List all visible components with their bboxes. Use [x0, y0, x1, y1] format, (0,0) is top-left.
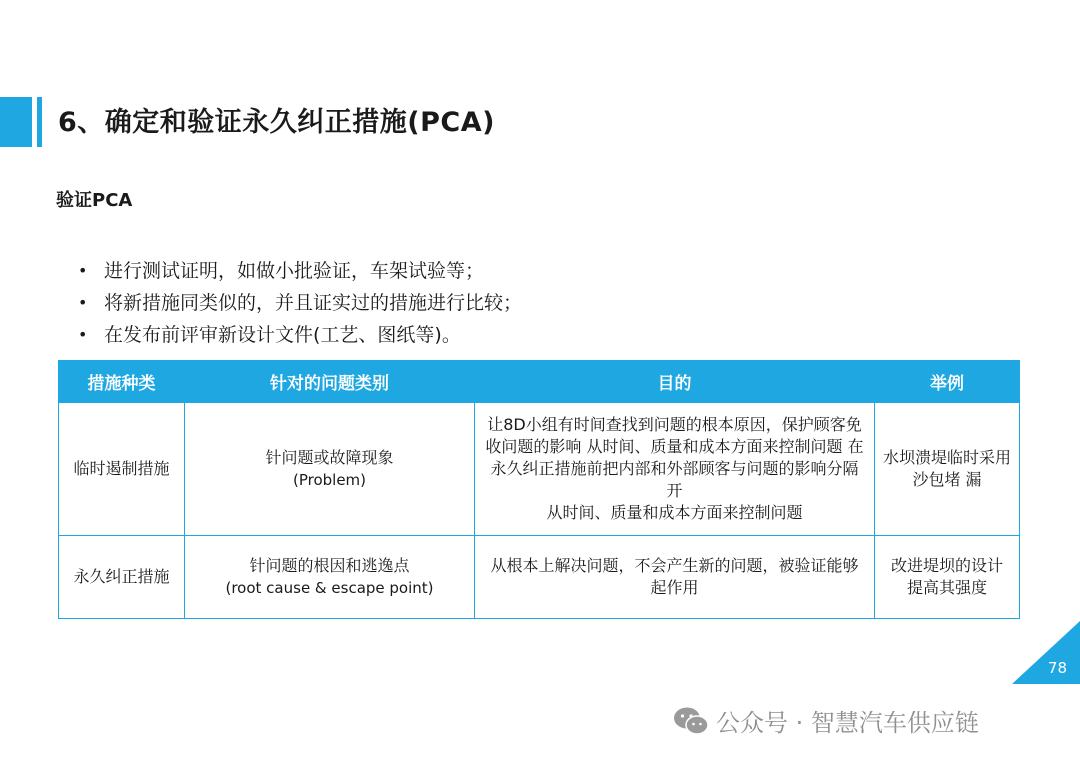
title-accent-line [37, 97, 42, 147]
bullet-list [78, 255, 522, 351]
problem-english: (Problem) [292, 471, 367, 489]
cell-example: 水坝溃堤临时采用沙包堵 漏 [875, 403, 1020, 536]
bullet-dot-icon: • [78, 293, 88, 312]
section-subtitle: 验证PCA [56, 190, 133, 211]
page-number: 78 [1047, 659, 1067, 677]
cell-purpose: 从根本上解决问题，不会产生新的问题，被验证能够起作用 [475, 536, 875, 619]
problem-text: 针问题的根因和逃逸点 [249, 556, 410, 575]
bullet-dot-icon: • [78, 261, 88, 280]
column-header-problem: 针对的问题类别 [185, 361, 475, 403]
column-header-purpose: 目的 [475, 361, 875, 403]
measures-table [58, 360, 1020, 619]
list-item [78, 255, 522, 287]
list-item [78, 287, 522, 319]
watermark [672, 703, 979, 738]
cell-example: 改进堤坝的设计 提高其强度 [875, 536, 1020, 619]
bullet-text: 在发布前评审新设计文件(工艺、图纸等)。 [104, 324, 461, 346]
purpose-text-secondary: 从时间、质量和成本方面来控制问题 [546, 503, 803, 522]
bullet-dot-icon: • [78, 325, 88, 344]
wechat-icon [672, 706, 710, 736]
cell-problem [185, 536, 475, 619]
problem-text: 针问题或故障现象 [265, 448, 394, 467]
page-title: 6、确定和验证永久纠正措施(PCA) [58, 107, 495, 138]
table-header-row [59, 361, 1020, 403]
table-row [59, 536, 1020, 619]
cell-problem [185, 403, 475, 536]
table-row [59, 403, 1020, 536]
bullet-text: 将新措施同类似的，并且证实过的措施进行比较； [104, 292, 523, 314]
purpose-text: 让8D小组有时间查找到问题的根本原因，保护顾客免收问题的影响 从时间、质量和成本方面来控制问题 在永久纠正措施前把内部和外部顾客与问题的影响分隔开 [485, 415, 864, 500]
title-accent-block [0, 97, 32, 147]
cell-type: 临时遏制措施 [59, 403, 185, 536]
cell-purpose [475, 403, 875, 536]
page-corner-triangle [1012, 621, 1080, 684]
column-header-example: 举例 [875, 361, 1020, 403]
watermark-text: 公众号 · 智慧汽车供应链 [716, 709, 979, 737]
problem-english: (root cause & escape point) [225, 579, 434, 597]
cell-type: 永久纠正措施 [59, 536, 185, 619]
column-header-type: 措施种类 [59, 361, 185, 403]
bullet-text: 进行测试证明，如做小批验证，车架试验等； [104, 260, 485, 282]
list-item [78, 319, 522, 351]
